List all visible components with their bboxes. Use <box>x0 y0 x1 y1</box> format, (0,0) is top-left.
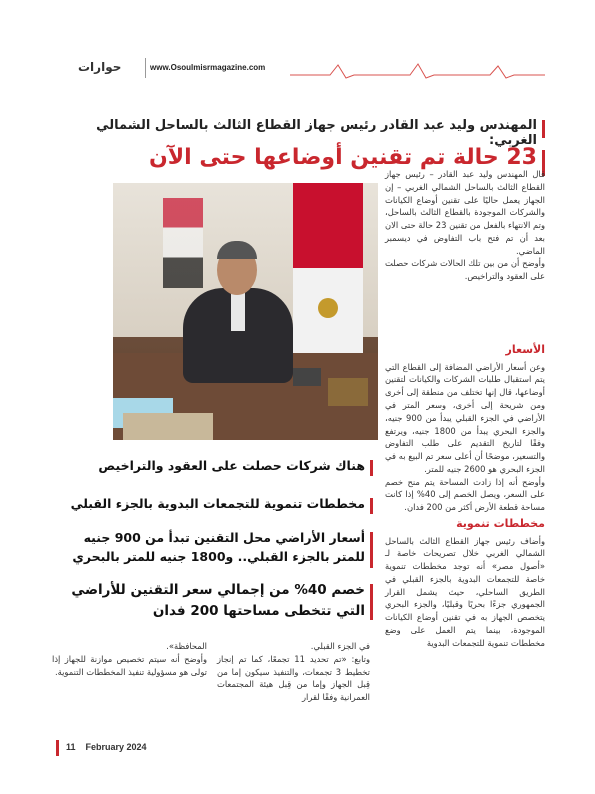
flag-eagle-emblem <box>318 298 338 318</box>
paragraph: قال المهندس وليد عبد القادر – رئيس جهاز القطاع الثالث بالساحل الشمالي الغربي – إن الجهاز يعمل حاليًا على تقنين أوضاع الكيانات والشركات الموجودة بالقطاع الثالث بالساحل، وتم الانتهاء بالفعل من تقنين 23 حالة حتى الان بعد أن تم فتح باب التفاوض في ديسمبر الماضي. <box>385 169 545 256</box>
paragraph: وأضاف رئيس جهاز القطاع الثالث بالساحل الشمالي الغربي خلال تصريحات خاصة لـ «أصول مصر» أنه توجد مخططات تنموية خاصة للتجمعات البدوية بالجزء القبلي في الطريق الساحلي، حيث يشمل القرار الجمهوري جزءًا بحريًا وقبليًا، والجزء البحري يتخصص الجهاز به في تقنين أوضاع الكيانات الموجودة، بينما يتم العمل على وضع مخططات تنموية للتجمعات البدوية <box>385 535 545 648</box>
page-number: 11 <box>66 742 76 752</box>
highlight-1: هناك شركات حصلت على العقود والتراخيص <box>98 458 365 473</box>
background-flag <box>163 198 203 288</box>
desk-plaque <box>328 378 368 406</box>
paragraph: وتابع: «تم تحديد 11 تجمعًا، كما تم إنجاز تخطيط 3 تجمعات، والتنفيذ سيكون إما من قِبل الجهاز وإما من قِبل هيئة المجتمعات العمرانية وفقًا لقرار <box>217 653 370 703</box>
interview-photo <box>113 183 378 440</box>
paragraph: وأوضح أنه سيتم تخصيص موازنة للجهاز إذا تولى هو مسؤولية تنفيذ المخططات التنموية. <box>52 653 207 677</box>
paragraph: وأوضح أنه إذا زادت المساحة يتم منح خصم على السعر، ويصل الخصم إلى 40% إذا كانت مساحة قطعة الأرض أكثر من 200 فدان. <box>385 476 545 513</box>
page-footer <box>66 742 147 752</box>
article-kicker: المهندس وليد عبد القادر رئيس جهاز القطاع الثالث بالساحل الشمالي الغربي: <box>96 118 537 148</box>
magazine-url: www.Osoulmisrmagazine.com <box>150 63 266 72</box>
paragraph: وعن أسعار الأراضي المضافة إلى القطاع التي يتم استقبال طلبات الشركات والكيانات لتقنين أوضاعها، قال إنها تختلف من منطقة إلى أخرى ومن شريحة إلى أخرى، وسعر المتر في الأراضي في الجزء القبلي يبدأ من 900 جنيه، والجزء البحري يبدأ من 1800 جنيه، ويرتفع وفقًا لتاريخ التقديم على طلب التفاوض والتسعير، موضحًا أن أعلى سعر تم البيع به في الجزء البحري هو 2600 جنيه للمتر. <box>385 361 545 474</box>
highlight-accent-bar <box>370 498 373 514</box>
paragraph: المحافظة». <box>166 641 207 651</box>
issue-date: February 2024 <box>85 742 147 752</box>
person-hair <box>217 241 257 259</box>
article-column-2 <box>385 340 545 650</box>
decorative-box <box>123 413 213 440</box>
highlight-accent-bar <box>370 532 373 568</box>
article-title: 23 حالة تم تقنين أوضاعها حتى الآن <box>148 145 537 170</box>
heartbeat-line-graphic <box>290 60 545 80</box>
desk-device <box>293 368 321 386</box>
flag-red-stripe <box>293 183 363 268</box>
article-column-1 <box>385 168 545 283</box>
subheading-prices: الأسعار <box>505 343 545 356</box>
highlight-3: أسعار الأراضي محل التقنين تبدأ من 900 جنيه للمتر بالجزء القبلي.. و1800 جنيه للمتر بالبحري <box>72 530 365 565</box>
highlight-2: مخططات تنموية للتجمعات البدوية بالجزء القبلي <box>70 496 365 511</box>
kicker-accent-bar <box>542 120 545 138</box>
highlight-accent-bar <box>370 460 373 476</box>
subheading-plans: مخططات تنموية <box>456 516 545 530</box>
section-label: حوارات <box>78 60 122 74</box>
article-column-3 <box>217 640 370 704</box>
highlight-accent-bar <box>370 584 373 620</box>
paragraph: في الجزء القبلي. <box>310 641 370 651</box>
page-header <box>0 0 595 80</box>
person-shirt <box>231 291 245 331</box>
header-divider <box>145 58 146 78</box>
article-column-4 <box>52 640 207 678</box>
highlight-4: خصم 40% من إجمالي سعر التقنين للأراضي التي تتخطى مساحتها 200 فدان <box>71 582 365 619</box>
footer-accent-bar <box>56 740 59 756</box>
paragraph: وأوضح أن من بين تلك الحالات شركات حصلت على العقود والتراخيص. <box>385 258 545 282</box>
